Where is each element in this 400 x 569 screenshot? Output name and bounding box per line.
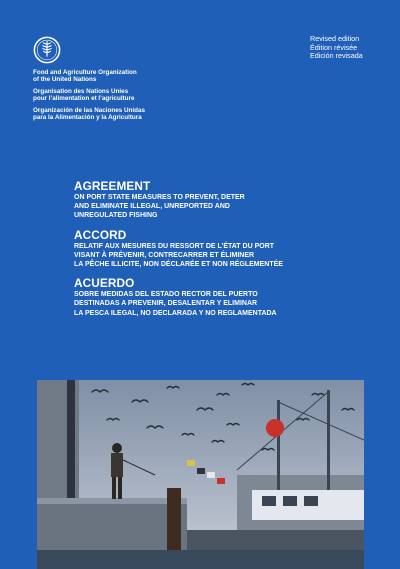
- title-line: DESTINADAS A PREVENIR, DESALENTAR Y ELIMINAR: [74, 300, 258, 308]
- title-line: SOBRE MEDIDAS DEL ESTADO RECTOR DEL PUERTO: [74, 291, 258, 299]
- title-line: LA PESCA ILEGAL, NO DECLARADA Y NO REGLAMENTADA: [74, 309, 277, 317]
- title-line: AND ELIMINATE ILLEGAL, UNREPORTED AND: [74, 203, 230, 211]
- organization-name-french: Organisation des Nations Unies pour l’alimentation et l’agriculture: [33, 88, 135, 103]
- title-french: [74, 229, 374, 270]
- organization-name: [33, 69, 233, 126]
- title-line: VISANT À PRÉVENIR, CONTRECARRER ET ÉLIMINER: [74, 251, 255, 259]
- document-titles: [74, 180, 374, 326]
- edition-english: Revised edition: [310, 34, 360, 43]
- edition-french: Édition révisée: [310, 42, 358, 52]
- title-heading: ACCORD: [74, 227, 127, 242]
- organization-name-english: Food and Agriculture Organization of the United Nations: [33, 69, 137, 84]
- title-line: LA PÊCHE ILLICITE, NON DÉCLARÉE ET NON RÉGLEMENTÉE: [74, 261, 283, 269]
- post: [167, 488, 181, 558]
- title-line: RELATIF AUX MESURES DU RESSORT DE L’ÉTAT DU PORT: [74, 242, 275, 250]
- title-line: ON PORT STATE MEASURES TO PREVENT, DETER: [74, 194, 245, 201]
- harbor-illustration: [37, 380, 364, 569]
- edition-label: [310, 35, 363, 61]
- title-english: [74, 180, 374, 221]
- fao-logo-icon: [33, 36, 61, 64]
- harbor-photo: [37, 380, 364, 569]
- title-spanish: [74, 277, 374, 318]
- title-heading: AGREEMENT: [74, 179, 151, 193]
- water: [37, 550, 364, 569]
- organization-name-spanish: Organización de las Naciones Unidas para la Alimentación y la Agricultura: [33, 107, 145, 122]
- edition-spanish: Edición revisada: [310, 51, 363, 61]
- title-heading: ACUERDO: [74, 276, 135, 291]
- title-line: UNREGULATED FISHING: [74, 212, 158, 220]
